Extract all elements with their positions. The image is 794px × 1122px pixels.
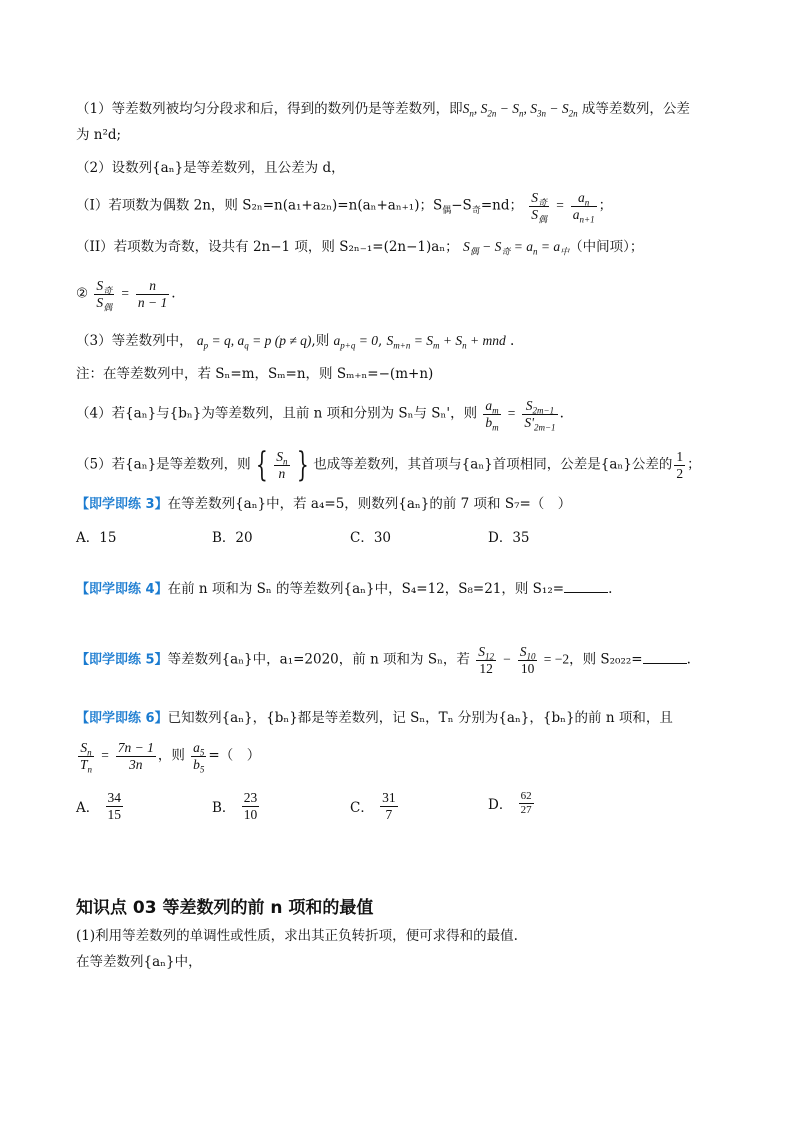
exercise-6-option-c[interactable] bbox=[350, 790, 400, 822]
exercise-4-text: 在前 n 项和为 Sₙ 的等差数列{aₙ}中，S₄=12，S₈=21，则 S₁₂= bbox=[167, 581, 565, 597]
exercise-6-ratio-value: $\frac{7n - 1}{3n}$ bbox=[117, 740, 154, 772]
exercise-5-frac1: $\frac{S_{12}}{12}$ bbox=[478, 644, 494, 676]
item3-formula: $a_p = q$, $a_q = p$ (p ≠ q) bbox=[196, 333, 312, 351]
exercise-6-option-a[interactable] bbox=[76, 790, 125, 822]
case2-ratio-value: $\frac{n}{n - 1}$ bbox=[137, 278, 168, 310]
item4-prefix: （4）若{aₙ}与{bₙ}为等差数列，且前 n 项和分别为 Sₙ与 Sₙ'，则 bbox=[76, 405, 478, 422]
note-line: 注：在等差数列中，若 Sₙ=m，Sₘ=n，则 Sₘ₊ₙ=−(m+n) bbox=[76, 366, 434, 382]
exercise-3-tag: 【即学即练 3】 bbox=[76, 497, 168, 512]
option-label: A． bbox=[76, 800, 100, 817]
option-numerator: 23 bbox=[243, 790, 258, 805]
case1-minus: −S bbox=[451, 197, 472, 214]
exercise-6-ratio: $\frac{S_n}{T_n}$ bbox=[80, 740, 93, 775]
exercise-3-option-d[interactable]: D．35 bbox=[488, 530, 530, 546]
item5-half: $\frac{1}{2}$ bbox=[676, 448, 684, 481]
exercise-6-option-d[interactable] bbox=[488, 790, 536, 816]
case1-odd-label: 奇 bbox=[471, 206, 481, 217]
item1-prefix: （1）等差数列被均匀分段求和后，得到的数列仍是等差数列，即 bbox=[76, 101, 463, 117]
exercise-3 bbox=[76, 496, 571, 514]
item3-text: （3）等差数列中， bbox=[76, 333, 193, 349]
exercise-4: 【即学即练 4】在前 n 项和为 Sₙ 的等差数列{aₙ}中，S₄=12，S₈=21，则 S₁₂= . bbox=[76, 581, 613, 597]
option-denominator: 27 bbox=[520, 803, 532, 816]
case1-line: （I）若项数为偶数 2n，则 S₂ₙ=n(a₁+a₂ₙ)=n(aₙ+aₙ₊₁)；$S_偶-S_奇=nd$； $\frac{S_奇}{S_偶}$ = $\frac{a_n}{a_{n+1}}$ ； bbox=[76, 190, 613, 225]
option-numerator: 62 bbox=[520, 790, 532, 802]
option-numerator: 34 bbox=[107, 790, 122, 805]
exercise-5: 【即学即练 5】等差数列{aₙ}中，a₁=2020，前 n 项和为 Sₙ，若 $\frac{S_{12}}{12}$ − $\frac{S_{10}}{10}$ = −2，则 S₂₀₂₂= . bbox=[76, 644, 691, 676]
case2-ratio: $\frac{S_奇}{S_偶}$ bbox=[96, 278, 113, 313]
option-denominator: 7 bbox=[385, 806, 393, 822]
case2-text: （II）若项数为奇数，设共有 2n−1 项，则 S₂ₙ₋₁=(2n−1)aₙ； bbox=[76, 239, 459, 255]
item4-ratio: $\frac{a_m}{b_m}$ bbox=[485, 398, 499, 433]
case1-eq: =nd； bbox=[480, 197, 523, 214]
option-numerator: 31 bbox=[382, 790, 396, 805]
option-label: B． bbox=[212, 800, 236, 817]
section-heading: 知识点 03 等差数列的前 n 项和的最值 bbox=[76, 898, 374, 918]
exercise-6-text: 已知数列{aₙ}，{bₙ}都是等差数列，记 Sₙ，Tₙ 分别为{aₙ}，{bₙ}的前 n 项和，且 bbox=[167, 710, 673, 726]
case1-prefix: （I）若项数为偶数 2n，则 S₂ₙ=n(a₁+a₂ₙ)=n(aₙ+aₙ₊₁)；S bbox=[76, 197, 443, 214]
option-denominator: 15 bbox=[107, 806, 122, 822]
item5-prefix: （5）若{aₙ}是等差数列，则 bbox=[76, 456, 251, 473]
case1-ratio: $\frac{S_奇}{S_偶}$ bbox=[531, 190, 548, 225]
item3-line: （3）等差数列中， $a_p = q$, $a_q = p$ (p ≠ q),则 $a_{p+q} = 0$, $S_{m+n} = S_m + S_n$ + mnd . bbox=[76, 333, 515, 351]
exercise-6-target: $\frac{a_5}{b_5}$ bbox=[193, 740, 205, 775]
case2-tail: （中间项）； bbox=[569, 239, 644, 255]
item4-line: （4）若{aₙ}与{bₙ}为等差数列，且前 n 项和分别为 Sₙ与 Sₙ'，则 $\frac{a_m}{b_m}$ = $\frac{S_{2m-1}}{S'_{2m-1}}$ . bbox=[76, 398, 564, 433]
exercise-3-option-c[interactable]: C．30 bbox=[350, 530, 392, 546]
item1-line bbox=[76, 100, 690, 119]
exercise-5-tag: 【即学即练 5】 bbox=[76, 652, 168, 668]
exercise-6-option-b[interactable] bbox=[212, 790, 261, 822]
item2-line: （2）设数列{aₙ}是等差数列，且公差为 d， bbox=[76, 160, 345, 176]
item1-formula: $S_n$, $S_{2n} - S_n$, $S_{3n} - S_{2n}$ bbox=[462, 101, 578, 119]
exercise-3-option-a[interactable]: A．15 bbox=[76, 530, 117, 546]
section-paragraph-1: (1)利用等差数列的单调性或性质，求出其正负转折项，便可求得和的最值. bbox=[76, 928, 518, 944]
case1-even-label: 偶 bbox=[442, 206, 452, 217]
exercise-4-answer-blank[interactable] bbox=[564, 580, 608, 593]
case2-formula: $S_偶 - S_奇 = a_n = a_中$ bbox=[462, 239, 570, 257]
exercise-4-tag: 【即学即练 4】 bbox=[76, 582, 168, 597]
exercise-3-text: 在等差数列{aₙ}中，若 a₄=5，则数列{aₙ}的前 7 项和 S₇=（ ） bbox=[167, 496, 572, 512]
item1-line2: 为 n²d; bbox=[76, 127, 122, 143]
exercise-3-option-b[interactable]: B．20 bbox=[212, 530, 253, 546]
exercise-5-text1: 等差数列{aₙ}中，a₁=2020，前 n 项和为 Sₙ，若 bbox=[167, 651, 470, 668]
case2-ratio-line: ② $\frac{S_奇}{S_偶}$ = $\frac{n}{n - 1}$ . bbox=[76, 278, 176, 313]
section-paragraph-2: 在等差数列{aₙ}中， bbox=[76, 954, 202, 970]
exercise-5-answer-blank[interactable] bbox=[643, 651, 687, 664]
option-denominator: 10 bbox=[243, 806, 258, 822]
item5-line: （5）若{aₙ}是等差数列，则 { $\frac{S_n}{n}$ } 也成等差数列，其首项与{aₙ}首项相同，公差是{aₙ}公差的 $\frac{1}{2}$ ； bbox=[76, 445, 701, 485]
exercise-5-frac2: $\frac{S_{10}}{10}$ bbox=[519, 644, 536, 676]
item5-seq: $\frac{S_n}{n}$ bbox=[276, 448, 288, 481]
exercise-5-text2: ，则 S₂₀₂₂= bbox=[569, 651, 643, 668]
exercise-6-condition: $\frac{S_n}{T_n}$ = $\frac{7n - 1}{3n}$ ，则 $\frac{a_5}{b_5}$ =（ ） bbox=[80, 740, 261, 775]
option-label: D． bbox=[488, 797, 513, 814]
option-label: C． bbox=[350, 800, 374, 817]
item4-ratio-value: $\frac{S_{2m-1}}{S'_{2m-1}}$ bbox=[524, 398, 556, 433]
case2-line bbox=[76, 238, 643, 257]
case1-ratio-value: $\frac{a_n}{a_{n+1}}$ bbox=[572, 190, 595, 225]
item1-suffix: 成等差数列，公差 bbox=[581, 101, 690, 117]
exercise-6-tag: 【即学即练 6】 bbox=[76, 711, 168, 726]
exercise-6-paren: =（ ） bbox=[208, 747, 261, 764]
item5-middle: 也成等差数列，其首项与{aₙ}首项相同，公差是{aₙ}公差的 bbox=[313, 456, 673, 473]
exercise-6-then: ，则 bbox=[157, 747, 185, 764]
exercise-6 bbox=[76, 710, 673, 728]
